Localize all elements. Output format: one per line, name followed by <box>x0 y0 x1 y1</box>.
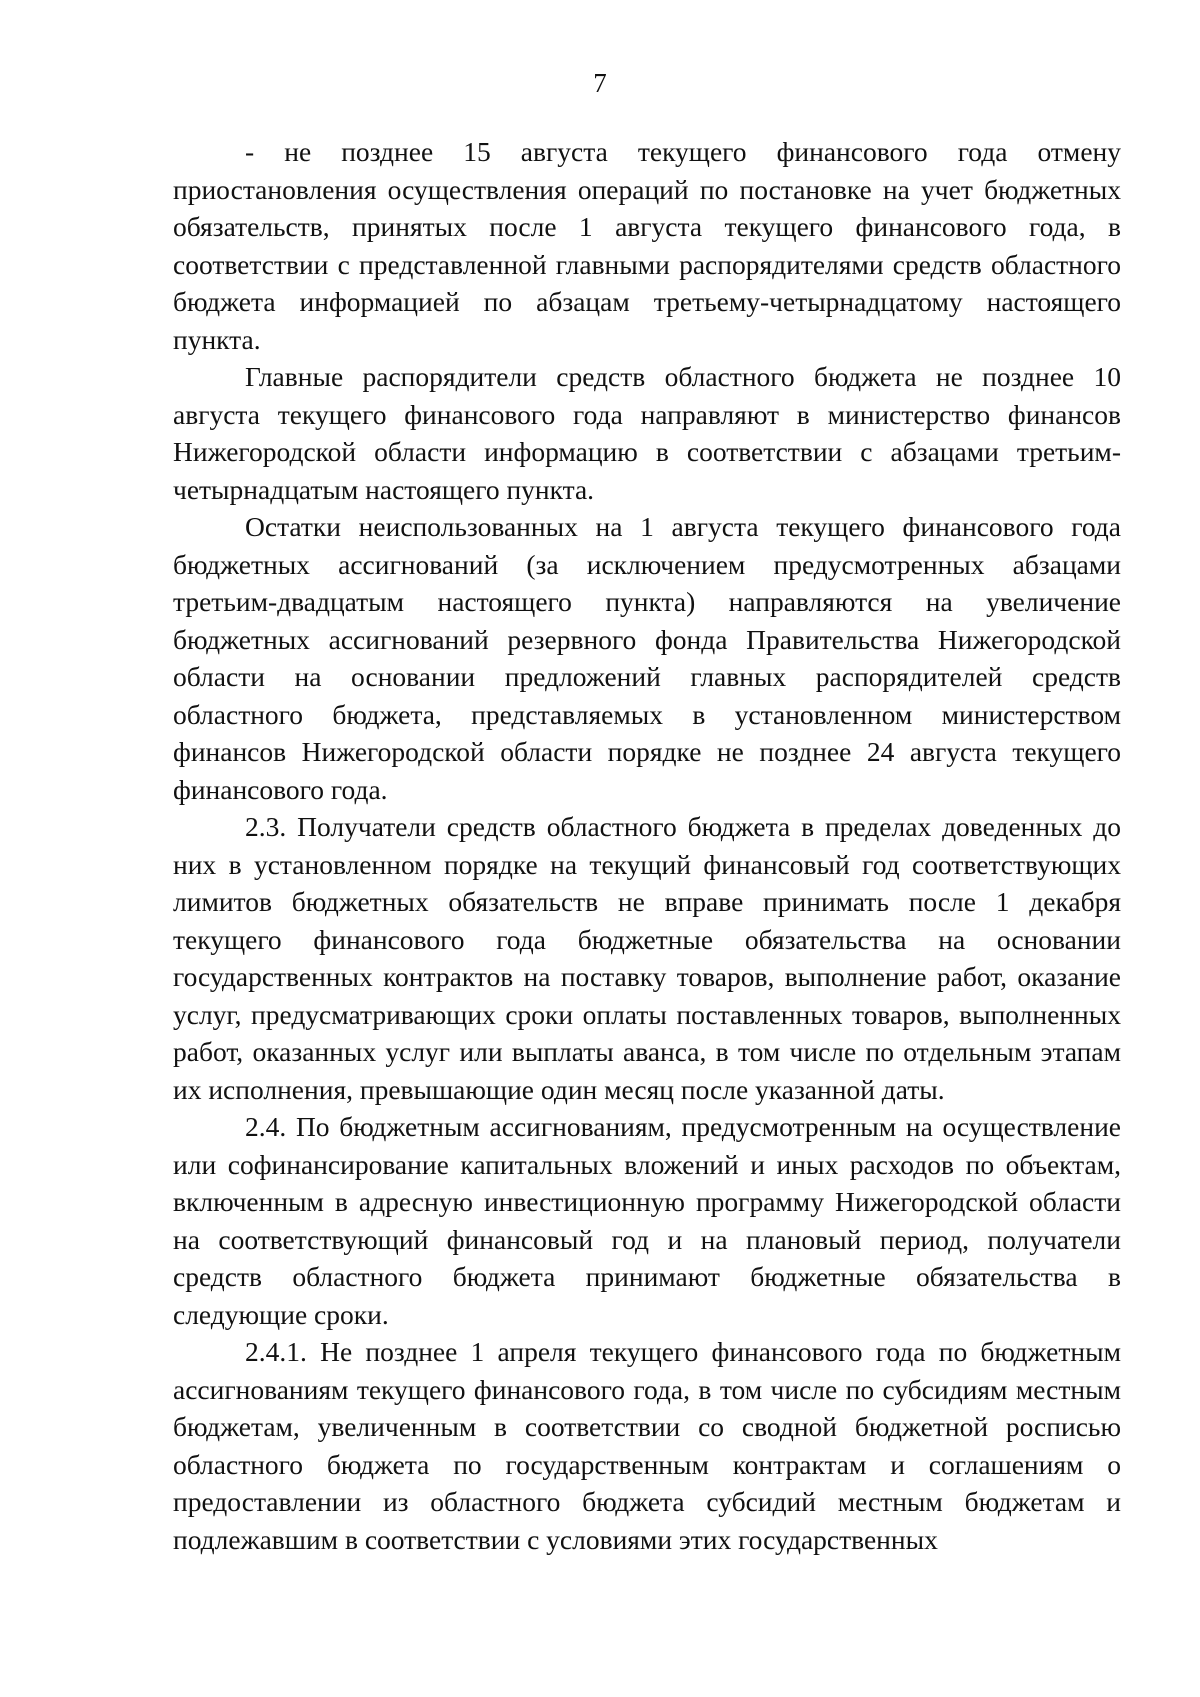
paragraph-main-managers-august-10: Главные распорядители средств областного бюджета не позднее 10 августа текущего финансового года направляют в министерство финансов Нижегородской области информацию в соответствии с абзацами третьим-четырнадцатым настоящего пункта. <box>173 361 1121 505</box>
paragraph-section-2-4: 2.4. По бюджетным ассигнованиям, предусмотренным на осуществление или софинансирование капитальных вложений и иных расходов по объектам, включенным в адресную инвестиционную программу Нижегородской области на соответствующий финансовый год и на плановый период, получатели средств областного бюджета принимают бюджетные обязательства в следующие сроки. <box>173 1111 1121 1330</box>
paragraph-unused-balances: Остатки неиспользованных на 1 августа текущего финансового года бюджетных ассигнований (за исключением предусмотренных абзацами третьим-двадцатым настоящего пункта) направляются на увеличение бюджетных ассигнований резервного фонда Правительства Нижегородской области на основании предложений главных распорядителей средств областного бюджета, представляемых в установленном министерством финансов Нижегородской области порядке не позднее 24 августа текущего финансового года. <box>173 511 1121 805</box>
paragraph-section-2-4-1: 2.4.1. Не позднее 1 апреля текущего финансового года по бюджетным ассигнованиям текущего финансового года, в том числе по субсидиям местным бюджетам, увеличенным в соответствии со сводной бюджетной росписью областного бюджета по государственным контрактам и соглашениям о предоставлении из областного бюджета субсидий местным бюджетам и подлежавшим в соответствии с условиями этих государственных <box>173 1336 1121 1555</box>
page-number: 7 <box>593 68 607 98</box>
paragraph-deadline-august-15: - не позднее 15 августа текущего финансового года отмену приостановления осуществления операций по постановке на учет бюджетных обязательств, принятых после 1 августа текущего финансового года, в соответствии с представленной главными распорядителями средств областного бюджета информацией по абзацам третьему-четырнадцатому настоящего пункта. <box>173 136 1121 355</box>
document-body <box>173 133 1121 1558</box>
paragraph-section-2-3: 2.3. Получатели средств областного бюджета в пределах доведенных до них в установленном порядке на текущий финансовый год соответствующих лимитов бюджетных обязательств не вправе принимать после 1 декабря текущего финансового года бюджетные обязательства на основании государственных контрактов на поставку товаров, выполнение работ, оказание услуг, предусматривающих сроки оплаты поставленных товаров, выполненных работ, оказанных услуг или выплаты аванса, в том числе по отдельным этапам их исполнения, превышающие один месяц после указанной даты. <box>173 811 1121 1105</box>
